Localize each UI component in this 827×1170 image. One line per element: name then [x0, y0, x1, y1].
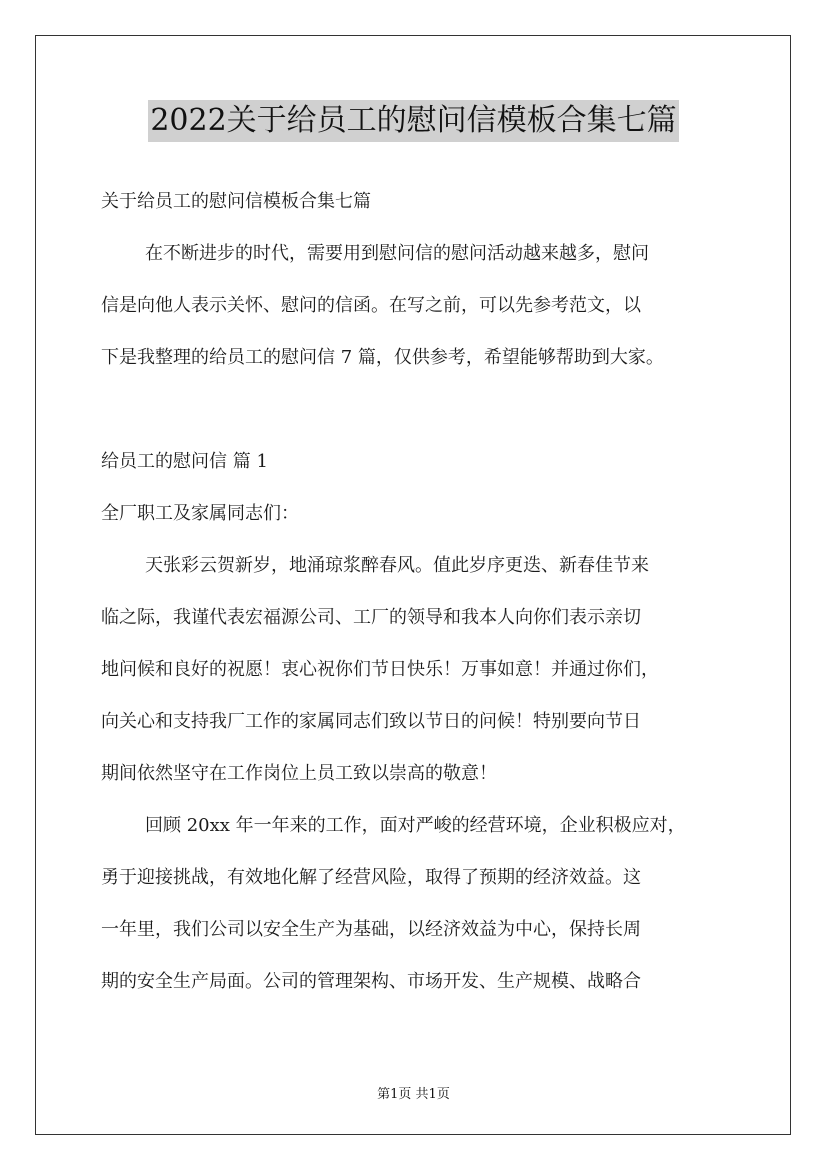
paragraph1-line: 向关心和支持我厂工作的家属同志们致以节日的问候！特别要向节日	[101, 711, 641, 732]
paragraph2-line: 一年里，我们公司以安全生产为基础，以经济效益为中心，保持长周	[101, 919, 641, 940]
document-title: 2022关于给员工的慰问信模板合集七篇	[148, 100, 678, 142]
intro-line: 在不断进步的时代，需要用到慰问信的慰问活动越来越多，慰问	[145, 243, 649, 264]
paragraph2-line: 回顾 20xx 年一年来的工作，面对严峻的经营环境，企业积极应对，	[145, 815, 686, 836]
paragraph1-line: 天张彩云贺新岁，地涌琼浆醉春风。值此岁序更迭、新春佳节来	[145, 555, 649, 576]
document-subtitle: 关于给员工的慰问信模板合集七篇	[101, 191, 371, 212]
paragraph2-line: 勇于迎接挑战，有效地化解了经营风险，取得了预期的经济效益。这	[101, 867, 641, 888]
blank-line	[101, 384, 743, 436]
intro-line: 信是向他人表示关怀、慰问的信函。在写之前，可以先参考范文，以	[101, 295, 641, 316]
salutation: 全厂职工及家属同志们：	[101, 503, 299, 524]
paragraph1-line: 期间依然坚守在工作岗位上员工致以崇高的敬意！	[101, 763, 497, 784]
title-container	[0, 100, 827, 142]
page-number: 第1页 共1页	[377, 1087, 450, 1102]
paragraph1-line: 临之际，我谨代表宏福源公司、工厂的领导和我本人向你们表示亲切	[101, 607, 641, 628]
section-heading: 给员工的慰问信 篇 1	[101, 451, 268, 472]
paragraph1-line: 地问候和良好的祝愿！衷心祝你们节日快乐！万事如意！并通过你们，	[101, 659, 659, 680]
page-footer	[0, 1083, 827, 1102]
document-body	[101, 176, 743, 1008]
intro-line: 下是我整理的给员工的慰问信 7 篇，仅供参考，希望能够帮助到大家。	[101, 347, 664, 368]
paragraph2-line: 期的安全生产局面。公司的管理架构、市场开发、生产规模、战略合	[101, 971, 641, 992]
